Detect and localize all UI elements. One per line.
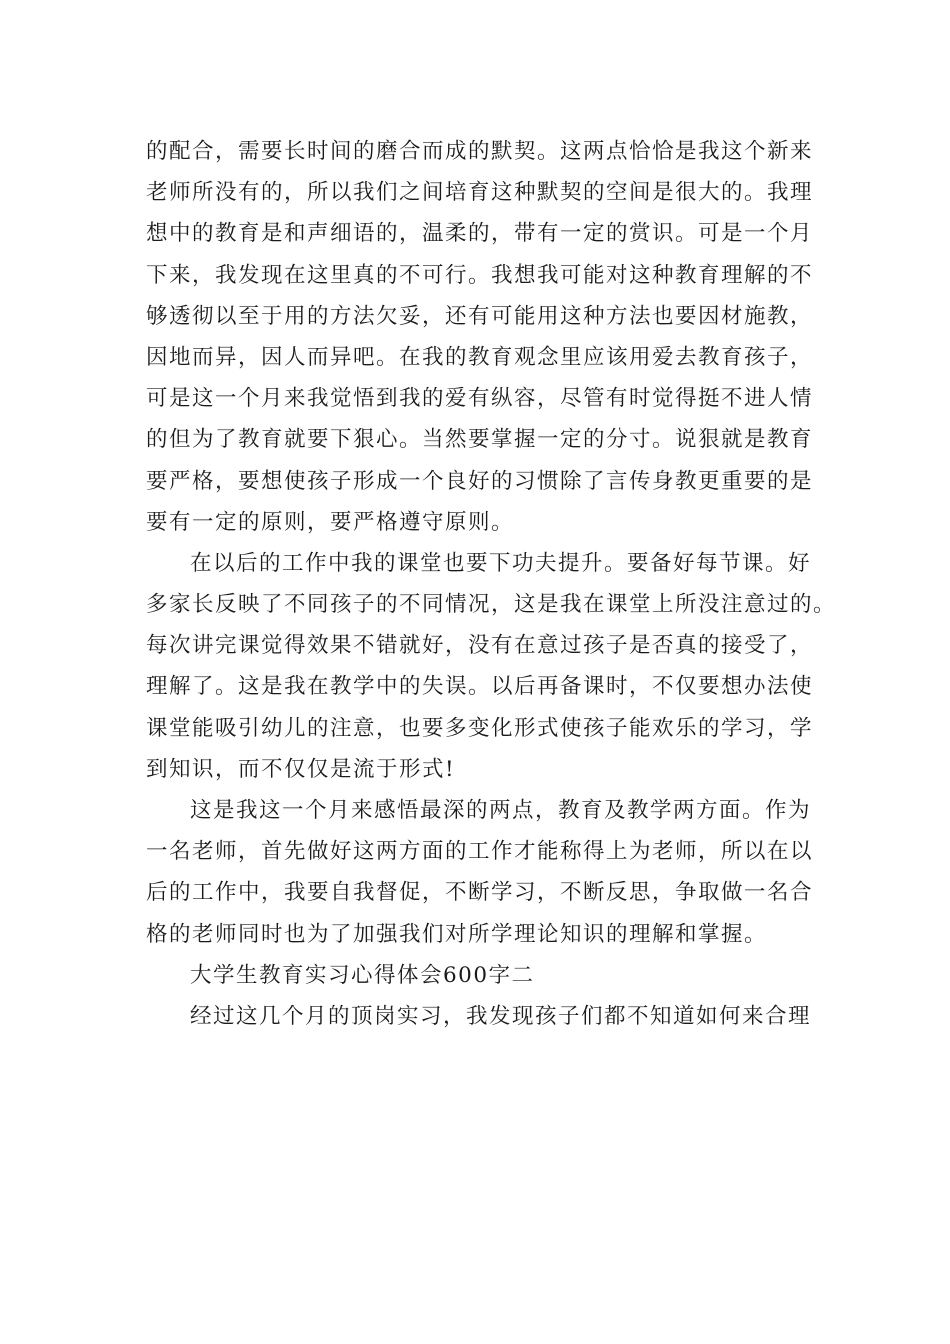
paragraph-first-line: 这是我这一个月来感悟最深的两点，教育及教学两方面。作为 <box>190 798 812 823</box>
text-line: 下来，我发现在这里真的不可行。我想我可能对这种教育理解的不 <box>146 262 814 288</box>
document-body <box>146 131 837 1037</box>
text-line: 想中的教育是和声细语的，温柔的，带有一定的赏识。可是一个月 <box>146 221 814 247</box>
text-line: 可是这一个月来我觉悟到我的爱有纵容，尽管有时觉得挺不进人情 <box>146 386 814 412</box>
text-line: 理解了。这是我在教学中的失误。以后再备课时，不仅要想办法使 <box>146 674 814 700</box>
text-line: 要有一定的原则，要严格遵守原则。 <box>146 509 515 535</box>
text-line: 一名老师，首先做好这两方面的工作才能称得上为老师，所以在以 <box>146 839 814 865</box>
text-line: 多家长反映了不同孩子的不同情况，这是我在课堂上所没注意过的。 <box>146 592 837 618</box>
text-line: 要严格，要想使孩子形成一个良好的习惯除了言传身教更重要的是 <box>146 468 814 494</box>
text-line: 够透彻以至于用的方法欠妥，还有可能用这种方法也要因材施教， <box>146 303 814 329</box>
text-line: 到知识，而不仅仅是流于形式! <box>146 756 456 782</box>
text-line: 后的工作中，我要自我督促，不断学习，不断反思，争取做一名合 <box>146 880 814 906</box>
paragraph-first-line: 经过这几个月的顶岗实习，我发现孩子们都不知道如何来合理 <box>190 1003 812 1029</box>
paragraph-first-line: 在以后的工作中我的课堂也要下功夫提升。要备好每节课。好 <box>190 550 812 576</box>
text-line: 的配合，需要长时间的磨合而成的默契。这两点恰恰是我这个新来 <box>146 139 814 164</box>
text-line: 每次讲完课觉得效果不错就好，没有在意过孩子是否真的接受了， <box>146 633 814 659</box>
text-line: 的但为了教育就要下狠心。当然要掌握一定的分寸。说狠就是教育 <box>146 427 814 453</box>
text-line: 因地而异，因人而异吧。在我的教育观念里应该用爱去教育孩子， <box>146 344 814 370</box>
text-line: 格的老师同时也为了加强我们对所学理论知识的理解和掌握。 <box>146 921 768 947</box>
text-line: 老师所没有的，所以我们之间培育这种默契的空间是很大的。我理 <box>146 180 814 206</box>
text-line: 课堂能吸引幼儿的注意，也要多变化形式使孩子能欢乐的学习，学 <box>146 715 814 741</box>
paragraph-first-line: 大学生教育实习心得体会600字二 <box>190 962 535 988</box>
